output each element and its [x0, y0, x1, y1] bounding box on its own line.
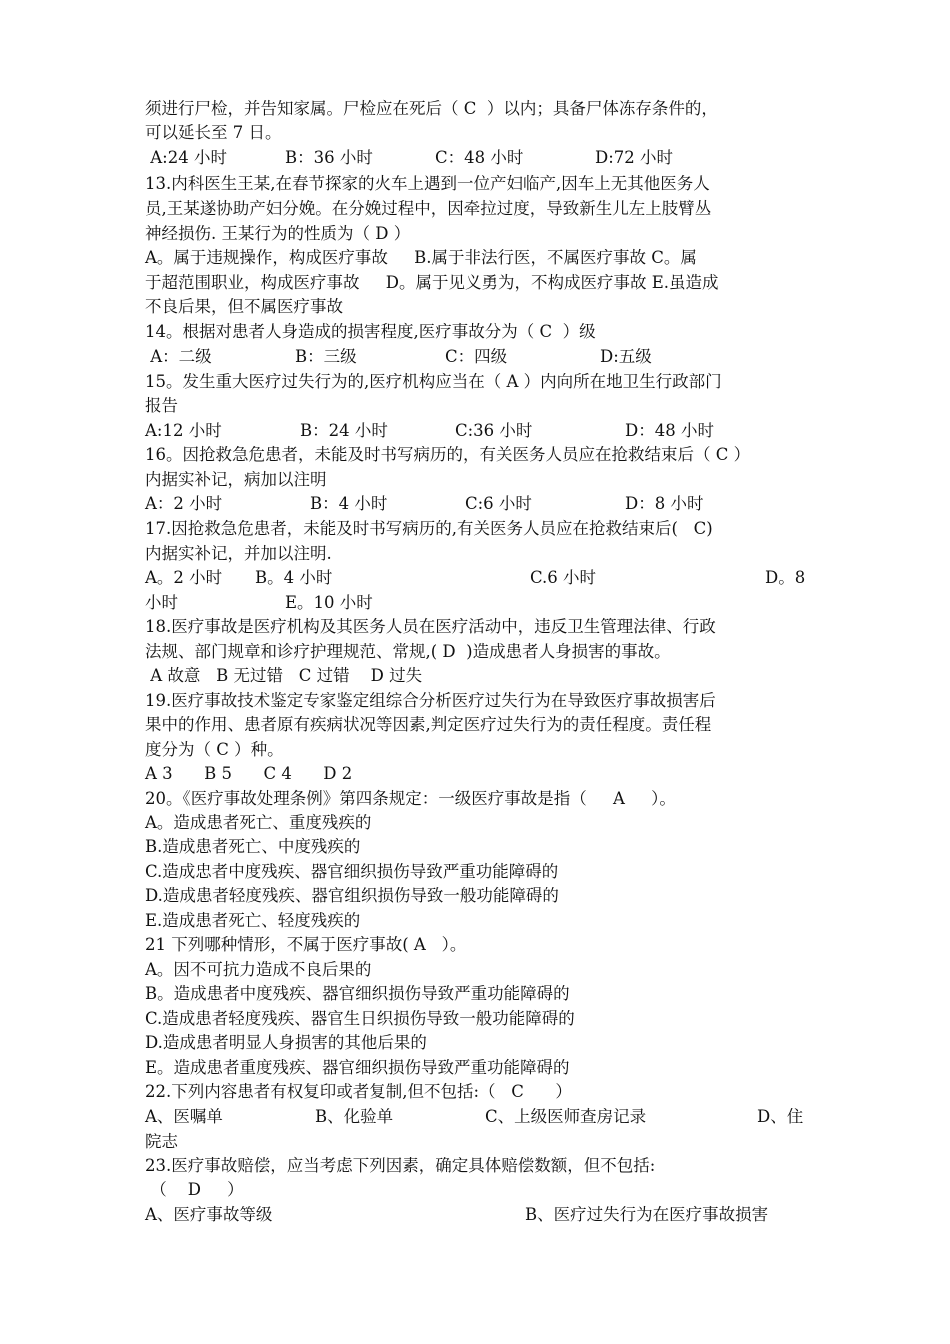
text-line: E。造成患者重度残疾、器官细织损伤导致严重功能障碍的 — [145, 1058, 570, 1077]
answer-option: B：36 小时 — [285, 148, 373, 167]
answer-option: D。8 — [765, 568, 806, 587]
answer-option: B：三级 — [295, 347, 357, 366]
text-line: 度分为（ C ）种。 — [145, 740, 284, 759]
text-line — [145, 492, 813, 516]
text-line: 员,王某遂协助产妇分娩。在分娩过程中，因牵拉过度，导致新生儿左上肢臂丛 — [145, 199, 712, 218]
text-line: 15。发生重大医疗过失行为的,医疗机构应当在（ A ）内向所在地卫生行政部门 — [145, 372, 722, 391]
text-line: 16。因抢救急危患者，未能及时书写病历的，有关医务人员应在抢救结束后（ C ） — [145, 445, 751, 464]
text-line: 22.下列内容患者有权复印或者复制,但不包括:（ C ） — [145, 1082, 572, 1101]
text-line: B.造成患者死亡、中度残疾的 — [145, 837, 361, 856]
text-line: B。造成患者中度残疾、器官细织损伤导致严重功能障碍的 — [145, 984, 570, 1003]
answer-option: A：二级 — [145, 347, 212, 366]
answer-option: D:五级 — [600, 347, 652, 366]
answer-option: D、住 — [757, 1107, 804, 1126]
answer-option: A、医嘱单 — [145, 1107, 223, 1126]
text-line — [145, 1105, 813, 1129]
text-line — [145, 591, 813, 615]
text-line: 20。《医疗事故处理条例》第四条规定：一级医疗事故是指（ A ）。 — [145, 789, 676, 808]
text-line: A。属于违规操作，构成医疗事故 B.属于非法行医，不属医疗事故 C。属 — [145, 248, 697, 267]
answer-option: C：48 小时 — [435, 148, 524, 167]
text-line — [145, 566, 813, 590]
answer-option: A：2 小时 — [145, 494, 223, 513]
text-line: 14。根据对患者人身造成的损害程度,医疗事故分为（ C ）级 — [145, 322, 596, 341]
text-line: 神经损伤. 王某行为的性质为（ D ） — [145, 224, 411, 243]
text-line: 法规、部门规章和诊疗护理规范、常规,( D )造成患者人身损害的事故。 — [145, 642, 671, 661]
text-line: 须进行尸检，并告知家属。尸检应在死后（ C ）以内；具备尸体冻存条件的， — [145, 99, 718, 118]
text-line — [145, 345, 813, 369]
answer-option: C.6 小时 — [530, 568, 597, 587]
answer-option: C:6 小时 — [465, 494, 532, 513]
text-line: 18.医疗事故是医疗机构及其医务人员在医疗活动中，违反卫生管理法律、行政 — [145, 617, 716, 636]
answer-option: A。2 小时 — [145, 568, 223, 587]
answer-option: C：四级 — [445, 347, 508, 366]
answer-option: B。4 小时 — [255, 568, 333, 587]
answer-option: B：4 小时 — [310, 494, 388, 513]
text-line: 21 下列哪种情形，不属于医疗事故( A ）。 — [145, 935, 467, 954]
text-line: 19.医疗事故技术鉴定专家鉴定组综合分析医疗过失行为在导致医疗事故损害后 — [145, 691, 716, 710]
text-line: A。造成患者死亡、重度残疾的 — [145, 813, 372, 832]
text-line: A 故意 B 无过错 C 过错 D 过失 — [145, 666, 423, 685]
text-line — [145, 419, 813, 443]
text-line: A。因不可抗力造成不良后果的 — [145, 960, 372, 979]
text-line: 果中的作用、患者原有疾病状况等因素,判定医疗过失行为的责任程度。责任程 — [145, 715, 712, 734]
text-line: 院志 — [145, 1132, 178, 1151]
answer-option: D:72 小时 — [595, 148, 674, 167]
text-line: 13.内科医生王某,在春节探家的火车上遇到一位产妇临产,因车上无其他医务人 — [145, 174, 710, 193]
text-line: 内据实补记，并加以注明. — [145, 544, 332, 563]
text-line: 内据实补记，病加以注明 — [145, 470, 327, 489]
text-line: A 3 B 5 C 4 D 2 — [145, 764, 353, 783]
text-line: E.造成患者死亡、轻度残疾的 — [145, 911, 361, 930]
answer-option: A:24 小时 — [145, 148, 227, 167]
answer-option: B、化验单 — [315, 1107, 394, 1126]
text-line — [145, 1203, 813, 1227]
text-line: （ D ） — [145, 1180, 244, 1199]
answer-option: 小时 — [145, 593, 178, 612]
answer-option: D：8 小时 — [625, 494, 704, 513]
text-line: D.造成患者明显人身损害的其他后果的 — [145, 1033, 427, 1052]
text-line: D.造成患者轻度残疾、器官组织损伤导致一般功能障碍的 — [145, 886, 559, 905]
text-line — [145, 146, 813, 170]
answer-option: C、上级医师查房记录 — [485, 1107, 647, 1126]
answer-option: A:12 小时 — [145, 421, 222, 440]
answer-option: B、医疗过失行为在医疗事故损害 — [525, 1205, 769, 1224]
answer-option: B：24 小时 — [300, 421, 388, 440]
answer-option: E。10 小时 — [285, 593, 373, 612]
text-line: 不良后果，但不属医疗事故 — [145, 297, 343, 316]
text-line: 报告 — [145, 396, 178, 415]
answer-option: A、医疗事故等级 — [145, 1205, 273, 1224]
text-line: 17.因抢救急危患者，未能及时书写病历的,有关医务人员应在抢救结束后( C) — [145, 519, 713, 538]
text-line: C.造成患者轻度残疾、器官生日织损伤导致一般功能障碍的 — [145, 1009, 575, 1028]
answer-option: D：48 小时 — [625, 421, 714, 440]
text-line: 23.医疗事故赔偿，应当考虑下列因素，确定具体赔偿数额，但不包括: — [145, 1156, 656, 1175]
text-line: 于超范围职业，构成医疗事故 D。属于见义勇为，不构成医疗事故 E.虽造成 — [145, 273, 719, 292]
text-line: 可以延长至 7 日。 — [145, 123, 282, 142]
answer-option: C:36 小时 — [455, 421, 533, 440]
text-line: C.造成忠者中度残疾、器官细织损伤导致严重功能障碍的 — [145, 862, 559, 881]
